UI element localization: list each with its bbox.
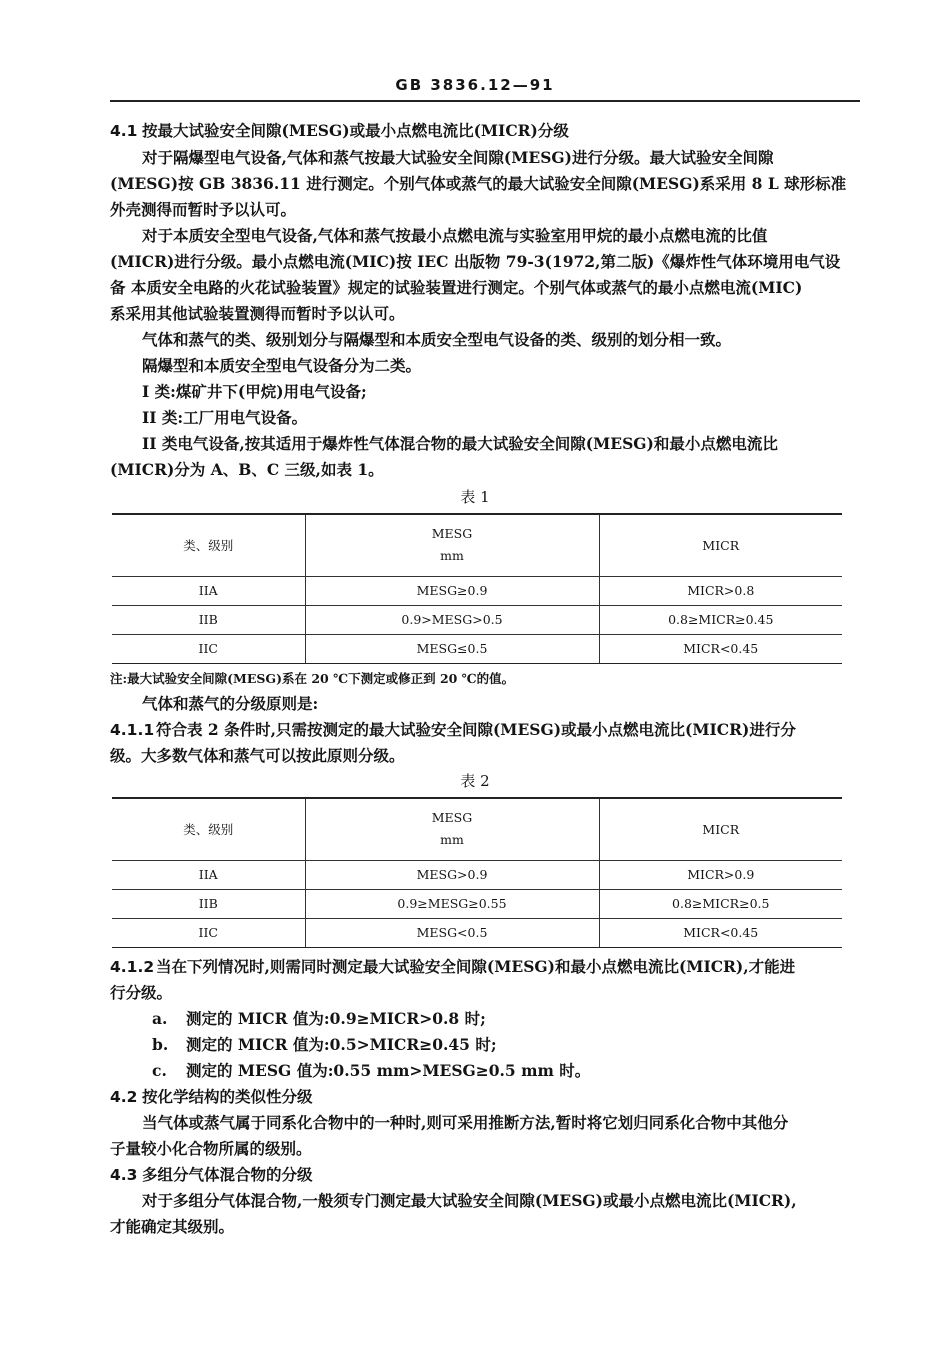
table-cell: MESG≥0.9 [305,576,599,605]
list-item [152,1009,486,1029]
section-text: 当在下列情况时,则需同时测定最大试验安全间隙(MESG)和最小点燃电流比(MICR),才能进 [156,957,796,976]
header-mesg-label: MESG [431,526,473,542]
table-2 [112,797,842,948]
class-i-line: I 类:煤矿井下(甲烷)用电气设备; [142,382,367,401]
paragraph-line: (MESG)按 GB 3836.11 进行测定。个别气体或蒸气的最大试验安全间隙(MESG)系采用 8 L 球形标准 [110,174,847,193]
list-item-label: a. [152,1009,168,1028]
table-cell: 0.8≥MICR≥0.5 [599,889,842,918]
table-cell: MICR>0.8 [599,576,842,605]
table-cell: IIC [112,918,305,947]
table-header-class: 类、级别 [112,798,305,860]
header-mesg-label: MESG [431,810,473,826]
table-row [112,889,842,918]
list-item-text: 测定的 MESG 值为:0.55 mm>MESG≥0.5 mm 时。 [186,1061,591,1080]
table-cell: 0.9≥MESG≥0.55 [305,889,599,918]
section-number: 4.1 [110,122,138,140]
table-row [112,605,842,634]
list-item [152,1061,590,1081]
paragraph-line: 才能确定其级别。 [110,1217,235,1236]
paragraph-line: 隔爆型和本质安全型电气设备分为二类。 [142,356,422,375]
section-4-1-1-line [110,720,796,740]
table-header-micr: MICR [599,798,842,860]
table-cell: MICR>0.9 [599,860,842,889]
list-item-label: b. [152,1035,169,1054]
table-cell: MESG>0.9 [305,860,599,889]
section-text: 符合表 2 条件时,只需按测定的最大试验安全间隙(MESG)或最小点燃电流比(MICR)进行分 [156,720,796,739]
list-item-label: c. [152,1061,167,1080]
paragraph-line: 对于隔爆型电气设备,气体和蒸气按最大试验安全间隙(MESG)进行分级。最大试验安全间隙 [142,148,774,167]
paragraph-line: II 类电气设备,按其适用于爆炸性气体混合物的最大试验安全间隙(MESG)和最小点燃电流比 [142,434,778,453]
table-header-mesg [305,798,599,860]
table-cell: IIB [112,889,305,918]
class-ii-line: II 类:工厂用电气设备。 [142,408,308,427]
paragraph-line: (MICR)进行分级。最小点燃电流(MIC)按 IEC 出版物 79-3(1972,第二版)《爆炸性气体环境用电气设 [110,252,841,271]
section-title: 多组分气体混合物的分级 [142,1165,313,1184]
paragraph-line: 气体和蒸气的类、级别划分与隔爆型和本质安全型电气设备的类、级别的划分相一致。 [142,330,732,349]
header-mesg-unit: mm [440,832,464,848]
table-cell: IIA [112,860,305,889]
section-number: 4.1.2 [110,958,155,976]
table-cell: MESG<0.5 [305,918,599,947]
principle-intro: 气体和蒸气的分级原则是: [142,694,319,713]
table-header-mesg [305,514,599,576]
table-1-caption: 表 1 [460,488,490,506]
table-row [112,576,842,605]
paragraph-line: 对于本质安全型电气设备,气体和蒸气按最小点燃电流与实验室用甲烷的最小点燃电流的比值 [142,226,768,245]
paragraph-line: 子量较小化合物所属的级别。 [110,1139,312,1158]
paragraph-line: (MICR)分为 A、B、C 三级,如表 1。 [110,460,384,479]
section-4-3-heading [110,1165,313,1185]
section-number: 4.2 [110,1088,138,1106]
standard-header: GB 3836.12—91 [395,76,555,94]
section-4-1-2-line [110,957,795,977]
table-row [112,634,842,663]
table-header-micr: MICR [599,514,842,576]
section-title: 按化学结构的类似性分级 [142,1087,313,1106]
table-cell: IIC [112,634,305,663]
table-cell: IIB [112,605,305,634]
section-title: 按最大试验安全间隙(MESG)或最小点燃电流比(MICR)分级 [142,121,569,140]
list-item-text: 测定的 MICR 值为:0.9≥MICR>0.8 时; [186,1009,486,1028]
paragraph-line: 当气体或蒸气属于同系化合物中的一种时,则可采用推断方法,暂时将它划归同系化合物中其他分 [142,1113,789,1132]
table-cell: IIA [112,576,305,605]
list-item-text: 测定的 MICR 值为:0.5>MICR≥0.45 时; [186,1035,497,1054]
paragraph-line: 对于多组分气体混合物,一般须专门测定最大试验安全间隙(MESG)或最小点燃电流比(MICR), [142,1191,797,1210]
table-1-note: 注:最大试验安全间隙(MESG)系在 20 ℃下测定或修正到 20 ℃的值。 [110,671,515,686]
table-cell: MESG≤0.5 [305,634,599,663]
paragraph-line: 外壳测得而暂时予以认可。 [110,200,297,219]
table-row [112,918,842,947]
paragraph-line: 备 本质安全电路的火花试验装置》规定的试验装置进行测定。个别气体或蒸气的最小点燃电流(MIC) [110,278,803,297]
paragraph-line: 系采用其他试验装置测得而暂时予以认可。 [110,304,405,323]
table-2-caption: 表 2 [460,772,490,790]
table-1 [112,513,842,664]
table-cell: MICR<0.45 [599,634,842,663]
paragraph-line: 行分级。 [110,983,173,1002]
table-cell: 0.8≥MICR≥0.45 [599,605,842,634]
table-cell: 0.9>MESG>0.5 [305,605,599,634]
section-4-1-heading [110,121,569,141]
table-header-class: 类、级别 [112,514,305,576]
section-4-2-heading [110,1087,313,1107]
paragraph-line: 级。大多数气体和蒸气可以按此原则分级。 [110,746,405,765]
list-item [152,1035,497,1055]
section-number: 4.3 [110,1166,138,1184]
section-number: 4.1.1 [110,721,155,739]
header-mesg-unit: mm [440,548,464,564]
header-rule [110,100,860,102]
table-row [112,860,842,889]
table-cell: MICR<0.45 [599,918,842,947]
